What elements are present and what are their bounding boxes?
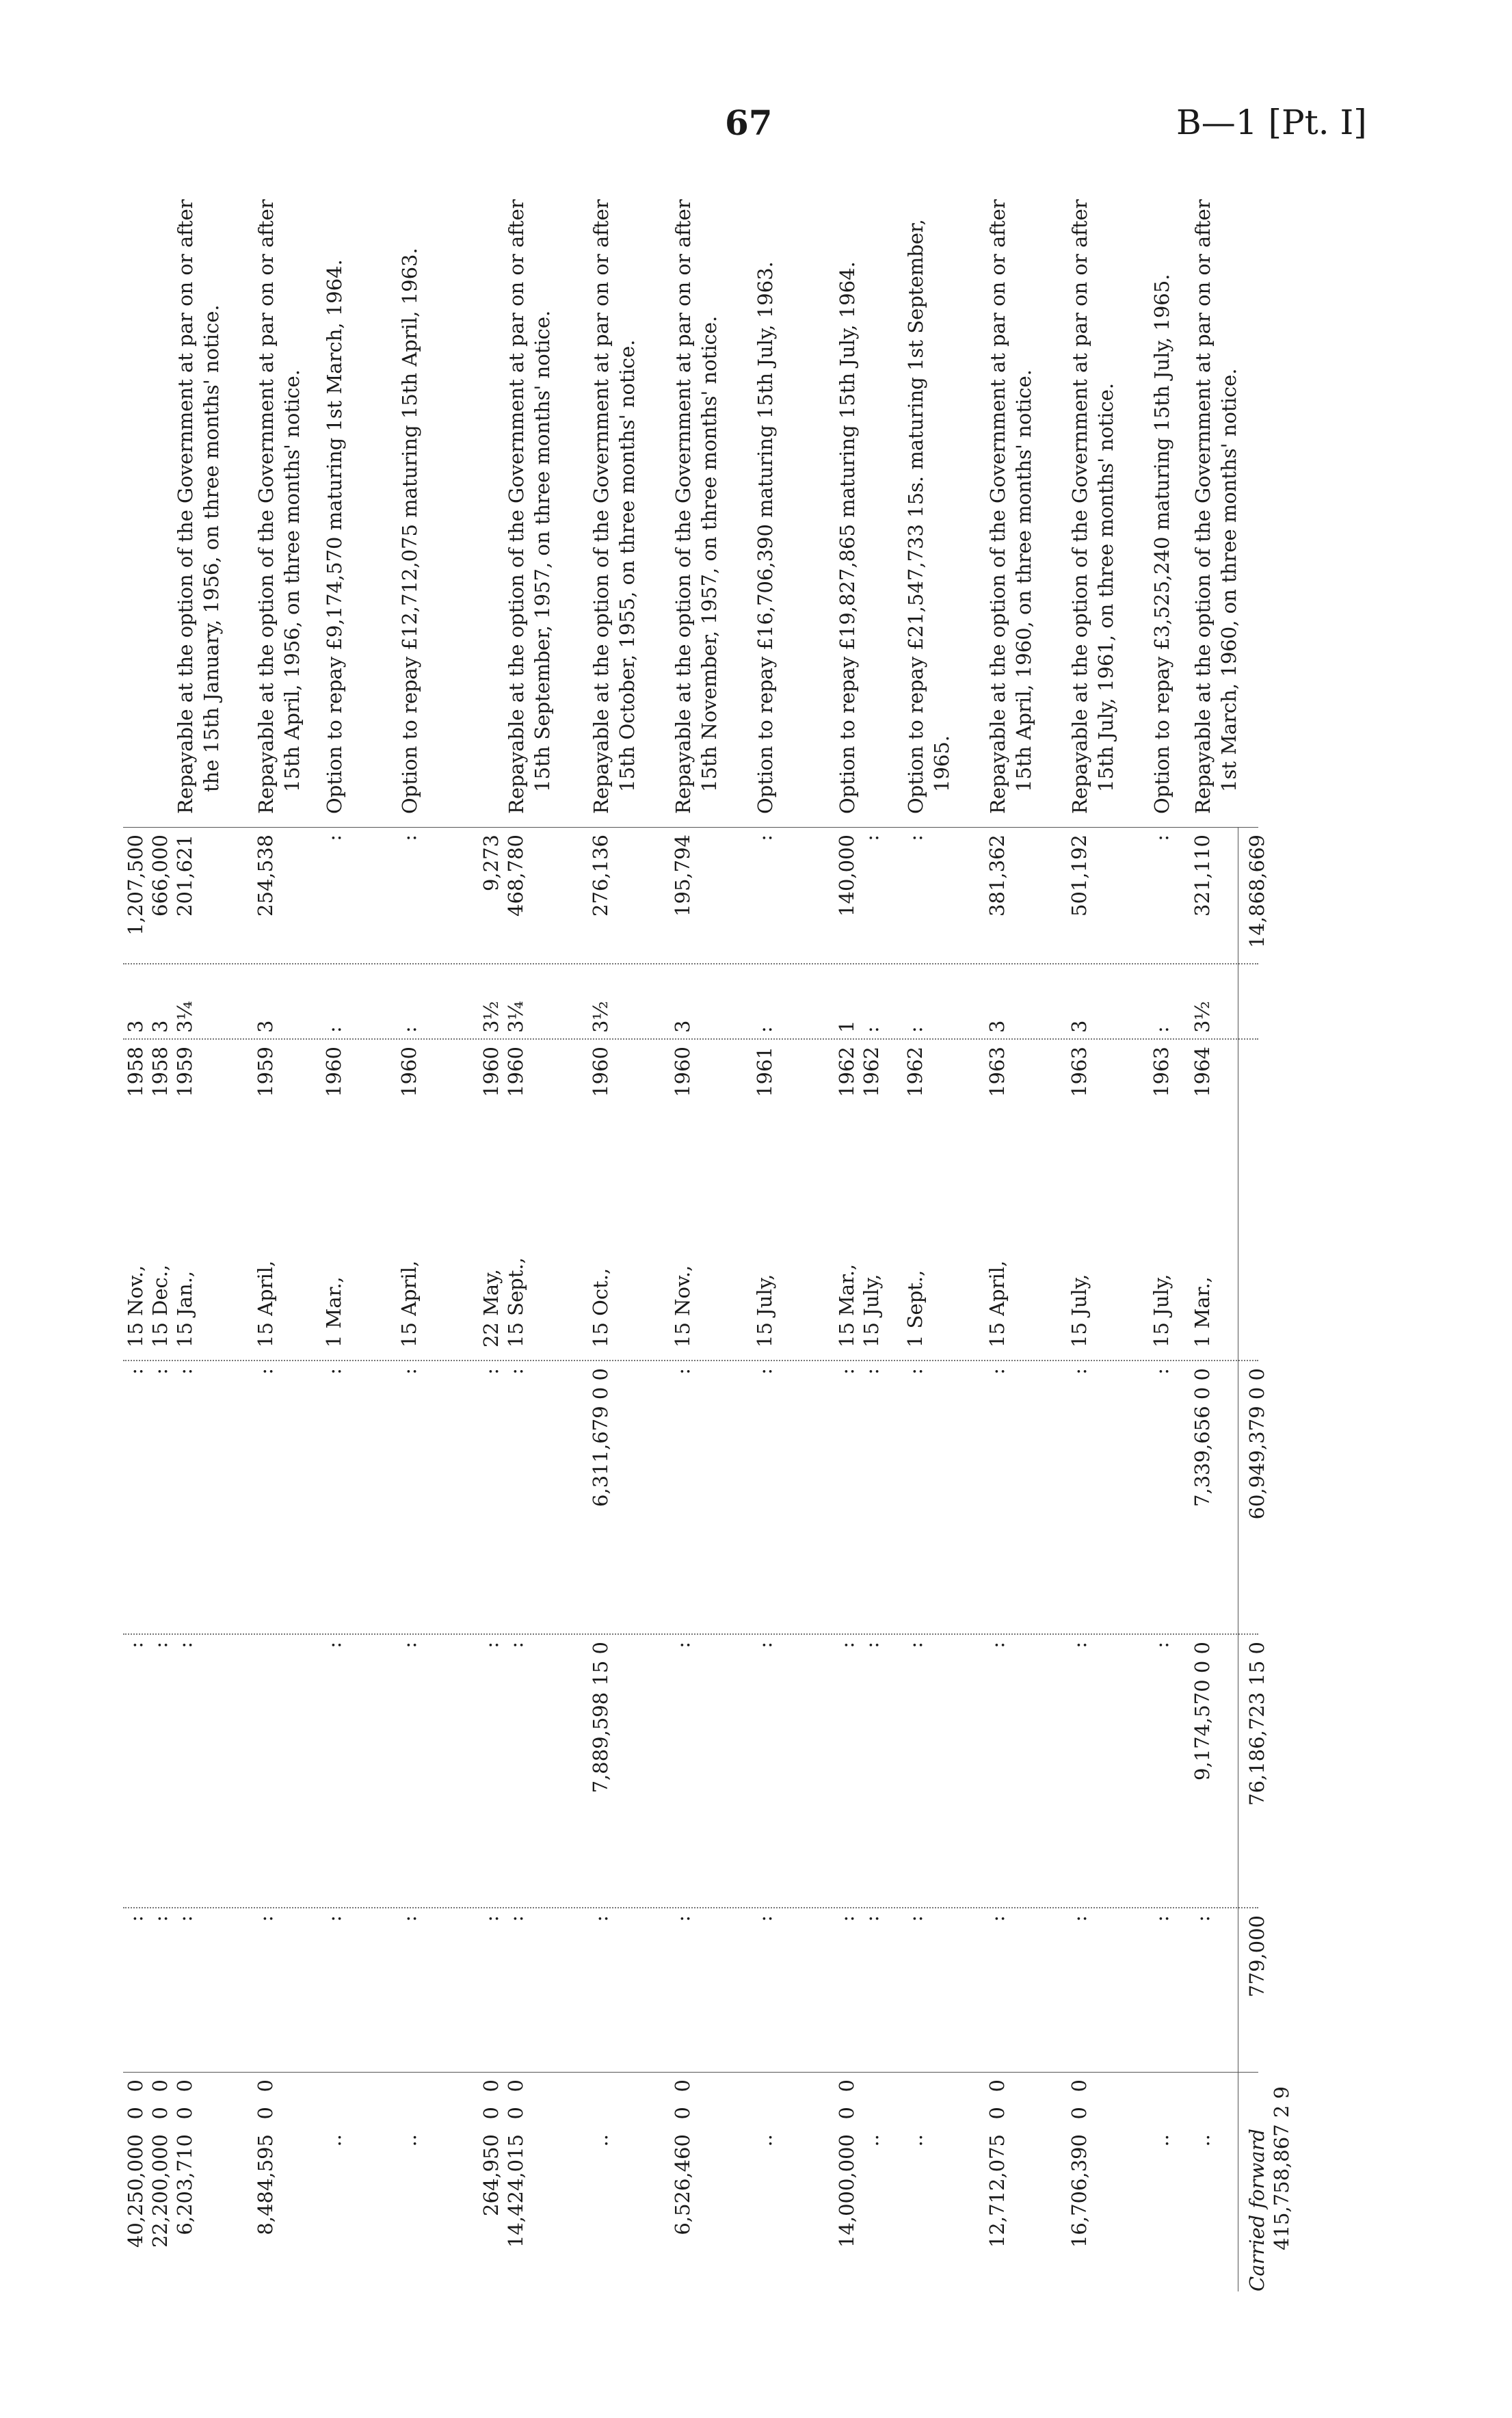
amount-d: 0 — [671, 2079, 694, 2092]
column-rule — [123, 1633, 1258, 1635]
col-d: : — [173, 1368, 196, 1375]
amount: 8,484,595 — [254, 2134, 277, 2235]
annual-charge: : — [903, 835, 927, 841]
col-b: : — [124, 1915, 147, 1922]
amount-s: 0 — [504, 2107, 527, 2120]
maturity-year: 1962 — [903, 1047, 927, 1097]
maturity-year: 1960 — [671, 1047, 694, 1097]
col-b: : — [835, 1915, 858, 1922]
col-c: : — [504, 1642, 527, 1648]
annual-charge: 501,192 — [1067, 835, 1091, 917]
page-number: 67 — [725, 103, 773, 143]
annual-charge: 9,273 — [479, 835, 503, 892]
amount-d: 0 — [124, 2079, 147, 2092]
maturity-date: 15 Mar., — [835, 1263, 858, 1348]
col-c: : — [835, 1642, 858, 1648]
annual-charge: 140,000 — [835, 835, 858, 917]
col-c: : — [148, 1642, 172, 1648]
col-b: : — [1150, 1915, 1173, 1922]
remark — [1149, 192, 1175, 814]
interest-rate: : — [397, 1026, 421, 1033]
maturity-year: 1963 — [1150, 1047, 1173, 1097]
col-d: : — [254, 1368, 277, 1375]
carried-forward-label: Carried forward — [1245, 2128, 1269, 2291]
total-f: 14,868,669 — [1245, 835, 1269, 949]
amount: .. — [753, 2134, 776, 2147]
remark-text: Repayable at the option of the Government at par on or after the 15th January, 1956, on three months' notice. — [174, 199, 223, 814]
remark-text: Option to repay £3,525,240 maturing 15th July, 1965. — [1150, 274, 1173, 814]
maturity-year: 1962 — [835, 1047, 858, 1097]
remark — [903, 192, 955, 814]
annual-charge: : — [397, 835, 421, 841]
amount-s: 0 — [479, 2107, 503, 2120]
maturity-date: 15 July, — [860, 1274, 883, 1348]
maturity-date: 15 April, — [254, 1260, 277, 1348]
total-b: 779,000 — [1245, 1915, 1269, 1997]
annual-charge: 1,207,500 — [124, 835, 147, 936]
amount-s: 0 — [254, 2107, 277, 2120]
interest-rate: 3½ — [589, 1001, 612, 1033]
interest-rate: 3 — [1067, 1020, 1091, 1033]
annual-charge: 276,136 — [589, 835, 612, 917]
maturity-year: 1959 — [173, 1047, 196, 1097]
col-c: : — [903, 1642, 927, 1648]
maturity-year: 1960 — [479, 1047, 503, 1097]
amount-d: 0 — [1067, 2079, 1091, 2092]
annual-charge: 201,621 — [173, 835, 196, 917]
amount: 40,250,000 — [124, 2134, 147, 2248]
remark — [588, 192, 640, 814]
col-c: : — [1067, 1642, 1091, 1648]
remark — [752, 192, 778, 814]
remark-text: Option to repay £19,827,865 maturing 15th July, 1964. — [836, 261, 859, 814]
col-c: 7,889,598 15 0 — [589, 1642, 612, 1793]
remark — [172, 192, 224, 814]
col-c: : — [1150, 1642, 1173, 1648]
col-c: 9,174,570 0 0 — [1191, 1642, 1214, 1780]
col-c: : — [479, 1642, 503, 1648]
column-rule — [123, 1038, 1258, 1040]
col-c: : — [671, 1642, 694, 1648]
col-b: : — [148, 1915, 172, 1922]
col-b: : — [254, 1915, 277, 1922]
interest-rate: : — [903, 1026, 927, 1033]
annual-charge: : — [860, 835, 883, 841]
col-b: : — [753, 1915, 776, 1922]
col-b: : — [985, 1915, 1009, 1922]
maturity-year: 1961 — [753, 1047, 776, 1097]
col-b: : — [1067, 1915, 1091, 1922]
maturity-date: 15 Jan., — [173, 1270, 196, 1348]
col-d: : — [860, 1368, 883, 1375]
interest-rate: 3 — [254, 1020, 277, 1033]
col-d: : — [1067, 1368, 1091, 1375]
col-d: : — [835, 1368, 858, 1375]
maturity-date: 15 April, — [397, 1260, 421, 1348]
maturity-year: 1960 — [504, 1047, 527, 1097]
amount: .. — [1150, 2134, 1173, 2147]
interest-rate: 3 — [985, 1020, 1009, 1033]
remark — [670, 192, 722, 814]
maturity-date: 1 Mar., — [322, 1276, 345, 1348]
maturity-year: 1962 — [860, 1047, 883, 1097]
remark — [1190, 192, 1242, 814]
section-label: B—1 [Pt. I] — [1176, 103, 1367, 142]
amount-d: 0 — [985, 2079, 1009, 2092]
col-c: : — [397, 1642, 421, 1648]
annual-charge: 254,538 — [254, 835, 277, 917]
col-b: : — [322, 1915, 345, 1922]
remark-text: Repayable at the option of the Government at par on or after 15th November, 1957, on three months' notice. — [672, 199, 721, 814]
remark-text: Option to repay £12,712,075 maturing 15th April, 1963. — [398, 248, 421, 814]
annual-charge: 381,362 — [985, 835, 1009, 917]
amount-s: 0 — [148, 2107, 172, 2120]
remark — [503, 192, 555, 814]
remark-text: Option to repay £9,174,570 maturing 1st March, 1964. — [323, 259, 346, 814]
maturity-date: 1 Mar., — [1191, 1276, 1214, 1348]
amount-d: 0 — [835, 2079, 858, 2092]
amount: 264,950 — [479, 2134, 503, 2216]
annual-charge: 666,000 — [148, 835, 172, 917]
maturity-date: 15 Oct., — [589, 1267, 612, 1348]
col-c: : — [860, 1642, 883, 1648]
total-a: 415,758,867 2 9 — [1270, 2086, 1293, 2250]
amount: 14,424,015 — [504, 2134, 527, 2248]
interest-rate: 3½ — [479, 1001, 503, 1033]
col-d: : — [1150, 1368, 1173, 1375]
amount-s: 0 — [124, 2107, 147, 2120]
maturity-date: 15 April, — [985, 1260, 1009, 1348]
annual-charge: : — [1150, 835, 1173, 841]
remark-text: Repayable at the option of the Government at par on or after 15th September, 1957, on three months' notice. — [505, 199, 554, 814]
col-c: : — [124, 1642, 147, 1648]
total-c: 76,186,723 15 0 — [1245, 1642, 1269, 1806]
maturity-date: 15 Nov., — [671, 1265, 694, 1348]
col-d: : — [397, 1368, 421, 1375]
amount: .. — [860, 2134, 883, 2147]
amount-s: 0 — [671, 2107, 694, 2120]
remark — [253, 192, 305, 814]
amount-d: 0 — [148, 2079, 172, 2092]
annual-charge: 468,780 — [504, 835, 527, 917]
interest-rate: 3½ — [1191, 1001, 1214, 1033]
interest-rate: 3¼ — [173, 1001, 196, 1033]
amount: .. — [1191, 2134, 1214, 2147]
maturity-year: 1964 — [1191, 1047, 1214, 1097]
col-b: : — [671, 1915, 694, 1922]
remark-text: Repayable at the option of the Government at par on or after 15th April, 1956, on three months' notice. — [254, 199, 304, 814]
total-d: 60,949,379 0 0 — [1245, 1368, 1269, 1520]
maturity-year: 1963 — [1067, 1047, 1091, 1097]
col-b: : — [479, 1915, 503, 1922]
amount-d: 0 — [504, 2079, 527, 2092]
column-rule — [123, 1360, 1258, 1361]
maturity-year: 1963 — [985, 1047, 1009, 1097]
amount: 14,000,000 — [835, 2134, 858, 2248]
maturity-year: 1958 — [124, 1047, 147, 1097]
maturity-year: 1958 — [148, 1047, 172, 1097]
amount: 16,706,390 — [1067, 2134, 1091, 2248]
amount: 6,526,460 — [671, 2134, 694, 2235]
maturity-date: 15 Sept., — [504, 1257, 527, 1348]
amount: .. — [322, 2134, 345, 2147]
col-b: : — [504, 1915, 527, 1922]
annual-charge: : — [322, 835, 345, 841]
amount: .. — [589, 2134, 612, 2147]
amount: 22,200,000 — [148, 2134, 172, 2248]
annual-charge: : — [753, 835, 776, 841]
col-d: : — [148, 1368, 172, 1375]
amount: .. — [397, 2134, 421, 2147]
maturity-year: 1960 — [589, 1047, 612, 1097]
column-rule — [123, 963, 1258, 964]
col-d: : — [322, 1368, 345, 1375]
maturity-year: 1960 — [322, 1047, 345, 1097]
remark — [321, 192, 347, 814]
maturity-date: 15 Dec., — [148, 1264, 172, 1348]
amount: 12,712,075 — [985, 2134, 1009, 2248]
col-c: : — [322, 1642, 345, 1648]
maturity-date: 15 July, — [1067, 1274, 1091, 1348]
interest-rate: 3 — [671, 1020, 694, 1033]
annual-charge: 321,110 — [1191, 835, 1214, 917]
interest-rate: 3¼ — [504, 1001, 527, 1033]
remark-text: Repayable at the option of the Government at par on or after 15th April, 1960, on three months' notice. — [986, 199, 1035, 814]
maturity-year: 1959 — [254, 1047, 277, 1097]
interest-rate: : — [322, 1026, 345, 1033]
column-rule — [123, 827, 1258, 828]
col-d: 7,339,656 0 0 — [1191, 1368, 1214, 1507]
remark-text: Repayable at the option of the Government at par on or after 15th October, 1955, on three months' notice. — [589, 199, 639, 814]
col-d: : — [124, 1368, 147, 1375]
amount-d: 0 — [479, 2079, 503, 2092]
col-b: : — [860, 1915, 883, 1922]
remark — [834, 192, 860, 814]
col-d: : — [504, 1368, 527, 1375]
amount-d: 0 — [254, 2079, 277, 2092]
col-b: : — [589, 1915, 612, 1922]
maturity-date: 15 Nov., — [124, 1265, 147, 1348]
col-b: : — [397, 1915, 421, 1922]
amount: .. — [903, 2134, 927, 2147]
interest-rate: : — [753, 1026, 776, 1033]
interest-rate: 1 — [835, 1020, 858, 1033]
interest-rate: 3 — [124, 1020, 147, 1033]
col-b: : — [903, 1915, 927, 1922]
interest-rate: 3 — [148, 1020, 172, 1033]
remark-text: Option to repay £21,547,733 15s. maturing 1st September, 1965. — [904, 219, 953, 814]
amount-s: 0 — [985, 2107, 1009, 2120]
remark-text: Repayable at the option of the Government at par on or after 1st March, 1960, on three months' notice. — [1191, 199, 1241, 814]
maturity-date: 22 May, — [479, 1269, 503, 1348]
col-b: : — [173, 1915, 196, 1922]
column-rule — [123, 2072, 1258, 2073]
amount-d: 0 — [173, 2079, 196, 2092]
remark-text: Repayable at the option of the Government at par on or after 15th July, 1961, on three months' notice. — [1068, 199, 1117, 814]
amount-s: 0 — [835, 2107, 858, 2120]
maturity-date: 15 July, — [1150, 1274, 1173, 1348]
col-b: : — [1191, 1915, 1214, 1922]
column-rule — [123, 1907, 1258, 1908]
col-d: : — [753, 1368, 776, 1375]
remark — [985, 192, 1037, 814]
interest-rate: : — [860, 1026, 883, 1033]
remark — [1067, 192, 1119, 814]
maturity-date: 1 Sept., — [903, 1270, 927, 1348]
loan-table — [123, 185, 1422, 2291]
col-c: : — [173, 1642, 196, 1648]
col-d: : — [479, 1368, 503, 1375]
maturity-date: 15 July, — [753, 1274, 776, 1348]
amount: 6,203,710 — [173, 2134, 196, 2235]
col-c: : — [985, 1642, 1009, 1648]
col-c: : — [753, 1642, 776, 1648]
col-d: : — [985, 1368, 1009, 1375]
maturity-year: 1960 — [397, 1047, 421, 1097]
amount-s: 0 — [173, 2107, 196, 2120]
col-d: 6,311,679 0 0 — [589, 1368, 612, 1507]
remark-text: Option to repay £16,706,390 maturing 15th July, 1963. — [754, 261, 777, 814]
col-d: : — [903, 1368, 927, 1375]
interest-rate: : — [1150, 1026, 1173, 1033]
remark — [397, 192, 423, 814]
amount-s: 0 — [1067, 2107, 1091, 2120]
col-d: : — [671, 1368, 694, 1375]
annual-charge: 195,794 — [671, 835, 694, 917]
